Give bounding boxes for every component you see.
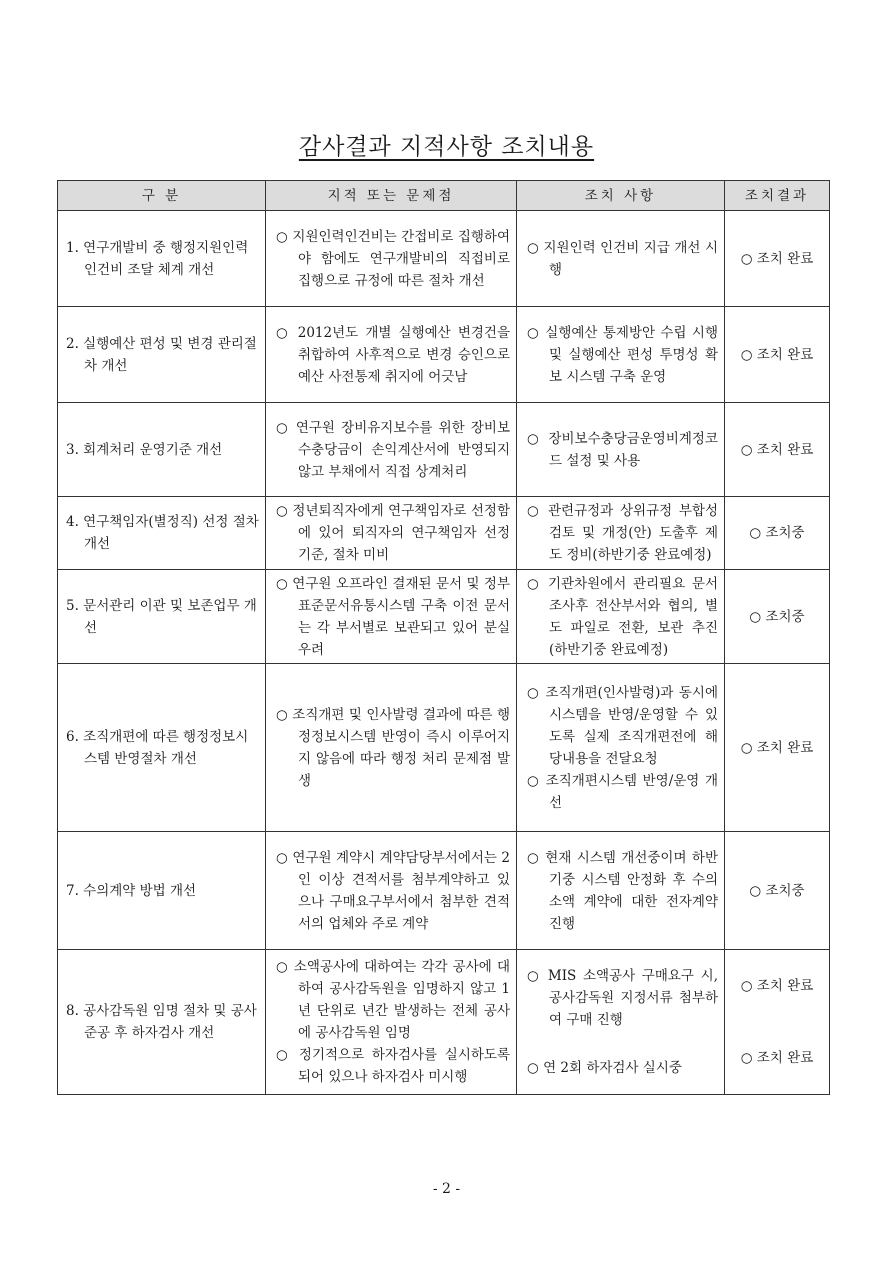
- category-cell: [58, 211, 266, 307]
- issue-text: ○ 연구원 장비유지보수를 위한 장비보수충당금이 손익계산서에 반영되지 않고 부채에서 직접 상계처리: [276, 419, 510, 480]
- issue-cell: [266, 211, 517, 307]
- action-cell: [517, 403, 725, 497]
- issue-text: ○ 정년퇴직자에게 연구책임자로 선정함에 있어 퇴직자의 연구책임자 선정기준, 절차 미비: [276, 503, 510, 563]
- action-text: ○ 기관차원에서 관리필요 문서 조사후 전산부서와 협의, 별도 파일로 전환, 보관 추진(하반기중 완료예정): [527, 575, 718, 658]
- category-text: 7. 수의계약 방법 개선: [66, 882, 197, 899]
- action-text: ○ 현재 시스템 개선중이며 하반기중 시스템 안정화 후 수의소액 계약에 대한 전자계약 진행: [527, 849, 718, 932]
- issue-text: ○ 2012년도 개별 실행예산 변경건을 취합하여 사후적으로 변경 승인으로 예산 사전통제 취지에 어긋남: [276, 324, 510, 385]
- action-text: ○ 장비보수충당금운영비계정코드 설정 및 사용: [527, 430, 718, 469]
- table-row: [58, 497, 830, 570]
- category-text: 6. 조직개편에 따른 행정정보시스템 반영절차 개선: [66, 728, 249, 767]
- action-cell: [517, 497, 725, 570]
- table-header-row: [58, 181, 830, 211]
- action-cell: [517, 664, 725, 832]
- issue-cell: [266, 497, 517, 570]
- issue-cell: [266, 664, 517, 832]
- action-text: ○ 연 2회 하자검사 실시중: [527, 1060, 682, 1076]
- action-cell: [517, 832, 725, 950]
- audit-results-table: [57, 180, 830, 1095]
- result-text: ○ 조치 완료: [740, 739, 814, 756]
- table-row: [58, 307, 830, 403]
- category-cell: [58, 664, 266, 832]
- result-text: ○ 조치 완료: [740, 346, 814, 363]
- result-text: ○ 조치중: [749, 882, 805, 899]
- table-row: [58, 832, 830, 950]
- issue-cell: [266, 403, 517, 497]
- result-text: ○ 조치 완료: [740, 441, 814, 458]
- result-text: ○ 조치 완료: [740, 978, 814, 994]
- issue-cell: [266, 570, 517, 664]
- issue-text: ○ 연구원 계약시 계약담당부서에서는 2인 이상 견적서를 첨부계약하고 있으나 구매요구부서에서 첨부한 견적서의 업체와 주로 계약: [276, 849, 510, 932]
- page-title: 감사결과 지적사항 조치내용: [298, 134, 595, 160]
- result-text: ○ 조치중: [749, 608, 805, 625]
- category-cell: [58, 950, 266, 1095]
- header-action: 조치 사항: [517, 181, 725, 211]
- table-row: [58, 950, 830, 1095]
- result-cell: [725, 832, 830, 950]
- page-number: - 2 -: [432, 1181, 461, 1197]
- issue-cell: [266, 307, 517, 403]
- table-row: [58, 570, 830, 664]
- result-cell: [725, 403, 830, 497]
- result-cell: [725, 664, 830, 832]
- category-cell: [58, 307, 266, 403]
- category-text: 4. 연구책임자(별정직) 선정 절차 개선: [66, 514, 259, 552]
- category-text: 5. 문서관리 이관 및 보존업무 개선: [66, 597, 257, 636]
- action-cell: [517, 950, 725, 1095]
- category-text: 3. 회계처리 운영기준 개선: [66, 441, 223, 458]
- issue-text: ○ 정기적으로 하자검사를 실시하도록 되어 있으나 하자검사 미시행: [276, 1047, 510, 1085]
- result-cell: [725, 497, 830, 570]
- category-cell: [58, 832, 266, 950]
- table-row: [58, 211, 830, 307]
- issue-text: ○ 소액공사에 대하여는 각각 공사에 대하여 공사감독원을 임명하지 않고 1년 단위로 년간 발생하는 전체 공사에 공사감독원 임명: [276, 959, 510, 1041]
- result-text: ○ 조치중: [749, 525, 805, 541]
- result-cell: [725, 570, 830, 664]
- result-text: ○ 조치 완료: [740, 1050, 814, 1066]
- issue-text: ○ 조직개편 및 인사발령 결과에 따른 행정정보시스템 반영이 즉시 이루어지지 않음에 따라 행정 처리 문제점 발생: [276, 706, 510, 789]
- action-cell: [517, 307, 725, 403]
- action-cell: [517, 211, 725, 307]
- category-text: 1. 연구개발비 중 행정지원인력 인건비 조달 체계 개선: [66, 239, 249, 278]
- category-cell: [58, 403, 266, 497]
- issue-cell: [266, 832, 517, 950]
- category-text: 8. 공사감독원 임명 절차 및 공사 준공 후 하자검사 개선: [66, 1003, 257, 1041]
- header-result: 조치결과: [725, 181, 830, 211]
- action-cell: [517, 570, 725, 664]
- issue-text: ○ 연구원 오프라인 결재된 문서 및 정부표준문서유통시스템 구축 이전 문서는 각 부서별로 보관되고 있어 분실 우려: [276, 575, 510, 658]
- action-text: ○ 지원인력 인건비 지급 개선 시행: [527, 239, 718, 278]
- category-cell: [58, 570, 266, 664]
- action-text: ○ 실행예산 통제방안 수립 시행 및 실행예산 편성 투명성 확보 시스템 구축 운영: [527, 324, 718, 385]
- table-row: [58, 664, 830, 832]
- action-text: ○ 관련규정과 상위규정 부합성 검토 및 개정(안) 도출후 제도 정비(하반기중 완료예정): [527, 503, 718, 563]
- result-text: ○ 조치 완료: [740, 250, 814, 267]
- issue-text: ○ 지원인력인건비는 간접비로 집행하여야 함에도 연구개발비의 직접비로 집행으로 규정에 따른 절차 개선: [276, 228, 510, 289]
- result-cell: [725, 211, 830, 307]
- result-cell: [725, 950, 830, 1095]
- header-category: 구 분: [58, 181, 266, 211]
- action-text: ○ MIS 소액공사 구매요구 시, 공사감독원 지정서류 첨부하여 구매 진행: [527, 968, 718, 1028]
- header-issue: 지적 또는 문제점: [266, 181, 517, 211]
- issue-cell: [266, 950, 517, 1095]
- category-cell: [58, 497, 266, 570]
- table-row: [58, 403, 830, 497]
- action-text: ○ 조직개편(인사발령)과 동시에 시스템을 반영/운영할 수 있도록 실제 조직개편전에 해당내용을 전달요청: [527, 684, 718, 767]
- category-text: 2. 실행예산 편성 및 변경 관리절차 개선: [66, 335, 257, 374]
- action-text: ○ 조직개편시스템 반영/운영 개선: [527, 772, 718, 811]
- result-cell: [725, 307, 830, 403]
